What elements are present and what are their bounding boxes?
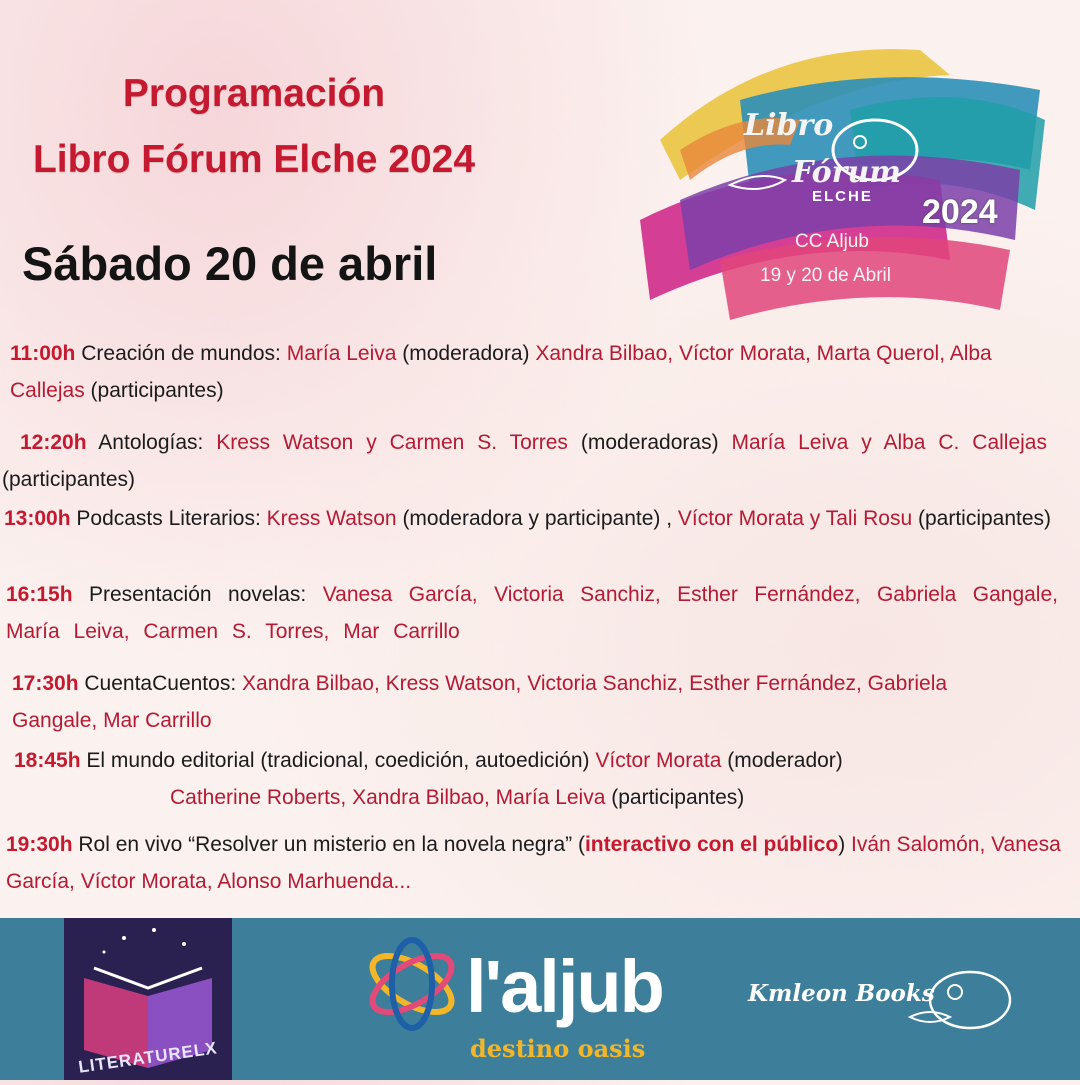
event-1845 bbox=[14, 742, 1014, 816]
event-moderator: Víctor Morata bbox=[595, 749, 722, 772]
event-moderator: María Leiva bbox=[286, 342, 397, 365]
logo-elche: ELCHE bbox=[812, 188, 873, 205]
event-1930 bbox=[6, 826, 1066, 900]
event-role: (participantes) bbox=[2, 468, 136, 491]
event-participants: Vanesa García, Victoria Sanchiz, Esther Fernández, Gabriela Gangale, María Leiva, Carmen S. Torres, Mar Carrillo bbox=[6, 583, 1058, 643]
event-participants: Xandra Bilbao, Víctor Morata, Marta Querol, Alba Callejas bbox=[10, 342, 992, 402]
aljub-tagline: destino oasis bbox=[470, 1034, 646, 1063]
literaturelx-text: LITERATURELX bbox=[77, 1038, 219, 1077]
event-participants: Xandra Bilbao, Kress Watson, Victoria Sanchiz, Esther Fernández, Gabriela Gangale, Mar Carrillo bbox=[12, 672, 948, 732]
event-1300 bbox=[4, 500, 1074, 537]
event-moderator: Kress Watson bbox=[266, 507, 397, 530]
logo-year: 2024 bbox=[922, 193, 998, 231]
logo-libro: Libro bbox=[744, 108, 834, 143]
day-heading: Sábado 20 de abril bbox=[22, 237, 438, 290]
event-title: CuentaCuentos: bbox=[84, 672, 237, 695]
event-1615 bbox=[6, 576, 1058, 650]
event-role: (moderadora) bbox=[402, 342, 530, 365]
event-1100 bbox=[10, 335, 1010, 409]
event-title: Antologías: bbox=[98, 431, 204, 454]
event-highlight: interactivo con el público bbox=[584, 833, 839, 856]
event-role: (participantes) bbox=[90, 379, 224, 402]
title-line-1: Programación bbox=[122, 72, 386, 115]
event-time: 19:30h bbox=[6, 833, 73, 856]
logo-venue: CC Aljub bbox=[795, 231, 869, 252]
event-title: Rol en vivo “Resolver un misterio en la novela negra” ( bbox=[78, 833, 585, 856]
event-title: Presentación novelas: bbox=[89, 583, 307, 606]
event-participants: Víctor Morata y Tali Rosu bbox=[677, 507, 913, 530]
event-participants: Catherine Roberts, Xandra Bilbao, María Leiva bbox=[170, 786, 606, 809]
event-role: (participantes) bbox=[917, 507, 1052, 530]
event-time: 16:15h bbox=[6, 583, 73, 606]
event-participants: María Leiva y Alba C. Callejas bbox=[731, 431, 1047, 454]
event-time: 18:45h bbox=[14, 749, 81, 772]
chameleon-icon bbox=[900, 962, 1020, 1042]
event-title: Podcasts Literarios: bbox=[76, 507, 261, 530]
event-title-close: ) bbox=[838, 833, 846, 856]
logo-dates: 19 y 20 de Abril bbox=[760, 265, 891, 286]
event-title: El mundo editorial (tradicional, coedición, autoedición) bbox=[86, 749, 590, 772]
kmleon-books-text: Kmleon Books bbox=[748, 980, 935, 1007]
event-time: 17:30h bbox=[12, 672, 79, 695]
event-role: (moderadoras) bbox=[580, 431, 719, 454]
event-1220 bbox=[2, 424, 1047, 498]
event-role: (moderadora y participante) , bbox=[402, 507, 673, 530]
event-time: 12:20h bbox=[20, 431, 87, 454]
event-moderator: Kress Watson y Carmen S. Torres bbox=[216, 431, 568, 454]
title-line-2: Libro Fórum Elche 2024 bbox=[32, 138, 476, 181]
event-participants: Iván Salomón, Vanesa García, Víctor Morata, Alonso Marhuenda... bbox=[6, 833, 1061, 893]
event-time: 13:00h bbox=[4, 507, 71, 530]
aljub-logo-text: l'aljub bbox=[466, 945, 663, 1028]
aljub-swirl-icon bbox=[362, 934, 462, 1034]
event-time: 11:00h bbox=[10, 342, 76, 365]
event-1730 bbox=[12, 665, 972, 739]
event-title: Creación de mundos: bbox=[81, 342, 281, 365]
logo-forum: Fórum bbox=[792, 155, 902, 190]
event-role: (moderador) bbox=[727, 749, 843, 772]
event-role: (participantes) bbox=[611, 786, 745, 809]
